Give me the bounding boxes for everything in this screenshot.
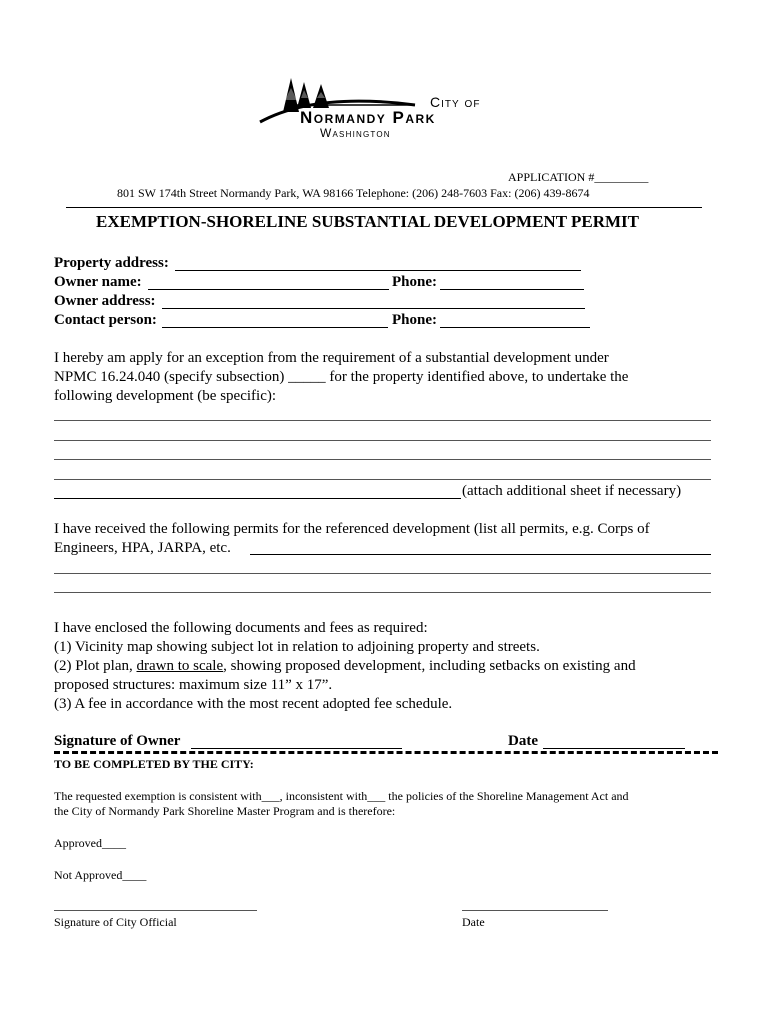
permits-line-2: Engineers, HPA, JARPA, etc. [54, 540, 231, 556]
official-signature-label: Signature of City Official [54, 915, 177, 929]
not-approved-option[interactable]: Not Approved____ [54, 868, 147, 882]
city-statement-1: The requested exemption is consistent with___, inconsistent with___ the policies of the Shoreline Management Act and [54, 789, 629, 803]
documents-item-2-continued: proposed structures: maximum size 11” x 17”. [54, 677, 333, 693]
documents-item-2-suffix: , showing proposed development, including setbacks on existing and [223, 658, 636, 674]
header-divider [66, 207, 702, 208]
official-date-label: Date [462, 915, 485, 929]
documents-item-3: (3) A fee in accordance with the most recent adopted fee schedule. [54, 696, 453, 712]
contact-phone-label: Phone: [392, 312, 437, 328]
permits-field-1[interactable] [250, 554, 711, 555]
owner-address-field[interactable] [162, 308, 585, 309]
documents-item-2 [54, 657, 636, 676]
development-line-4[interactable] [54, 479, 711, 480]
tree-logo-icon [255, 72, 530, 142]
contact-phone-field[interactable] [440, 327, 590, 328]
documents-intro: I have enclosed the following documents and fees as required: [54, 620, 428, 636]
development-line-1[interactable] [54, 420, 711, 421]
permits-line-1: I have received the following permits for the referenced development (list all permits, e.g. Corps of [54, 521, 650, 537]
section-divider [54, 751, 718, 754]
owner-phone-field[interactable] [440, 289, 584, 290]
city-address: 801 SW 174th Street Normandy Park, WA 98166 Telephone: (206) 248-7603 Fax: (206) 439-8674 [117, 186, 590, 200]
application-number-blank[interactable]: _________ [594, 170, 649, 184]
logo-city-name: Normandy Park [300, 108, 436, 127]
development-line-3[interactable] [54, 459, 711, 460]
logo-state: Washington [320, 126, 391, 140]
property-address-field[interactable] [175, 270, 581, 271]
owner-name-field[interactable] [148, 289, 389, 290]
city-logo [255, 72, 530, 142]
owner-name-label: Owner name: [54, 274, 142, 290]
page-title: EXEMPTION-SHORELINE SUBSTANTIAL DEVELOPMENT PERMIT [96, 212, 639, 231]
attach-note: (attach additional sheet if necessary) [462, 483, 682, 499]
official-signature-field[interactable] [54, 910, 257, 911]
application-number [508, 170, 648, 185]
request-line-2: NPMC 16.24.040 (specify subsection) _____ for the property identified above, to undertake the [54, 369, 629, 385]
application-number-label: APPLICATION # [508, 170, 595, 184]
owner-date-label: Date [508, 733, 538, 749]
owner-phone-label: Phone: [392, 274, 437, 290]
documents-item-2-prefix: (2) Plot plan, [54, 658, 137, 674]
permits-field-2[interactable] [54, 573, 711, 574]
documents-item-2-underlined: drawn to scale [136, 658, 224, 674]
owner-date-field[interactable] [543, 748, 685, 749]
property-address-label: Property address: [54, 255, 169, 271]
city-section-heading: TO BE COMPLETED BY THE CITY: [54, 757, 254, 771]
official-date-field[interactable] [462, 910, 608, 911]
logo-city-of: City of [430, 94, 481, 110]
request-line-3: following development (be specific): [54, 388, 277, 404]
contact-person-field[interactable] [162, 327, 388, 328]
permits-field-3[interactable] [54, 592, 711, 593]
development-line-5[interactable] [54, 498, 461, 499]
owner-signature-field[interactable] [191, 748, 402, 749]
request-line-1: I hereby am apply for an exception from the requirement of a substantial development under [54, 350, 609, 366]
owner-address-label: Owner address: [54, 293, 156, 309]
contact-person-label: Contact person: [54, 312, 157, 328]
owner-signature-label: Signature of Owner [54, 733, 181, 749]
development-line-2[interactable] [54, 440, 711, 441]
city-statement-2: the City of Normandy Park Shoreline Master Program and is therefore: [54, 804, 396, 818]
approved-option[interactable]: Approved____ [54, 836, 126, 850]
documents-item-1: (1) Vicinity map showing subject lot in relation to adjoining property and streets. [54, 639, 540, 655]
